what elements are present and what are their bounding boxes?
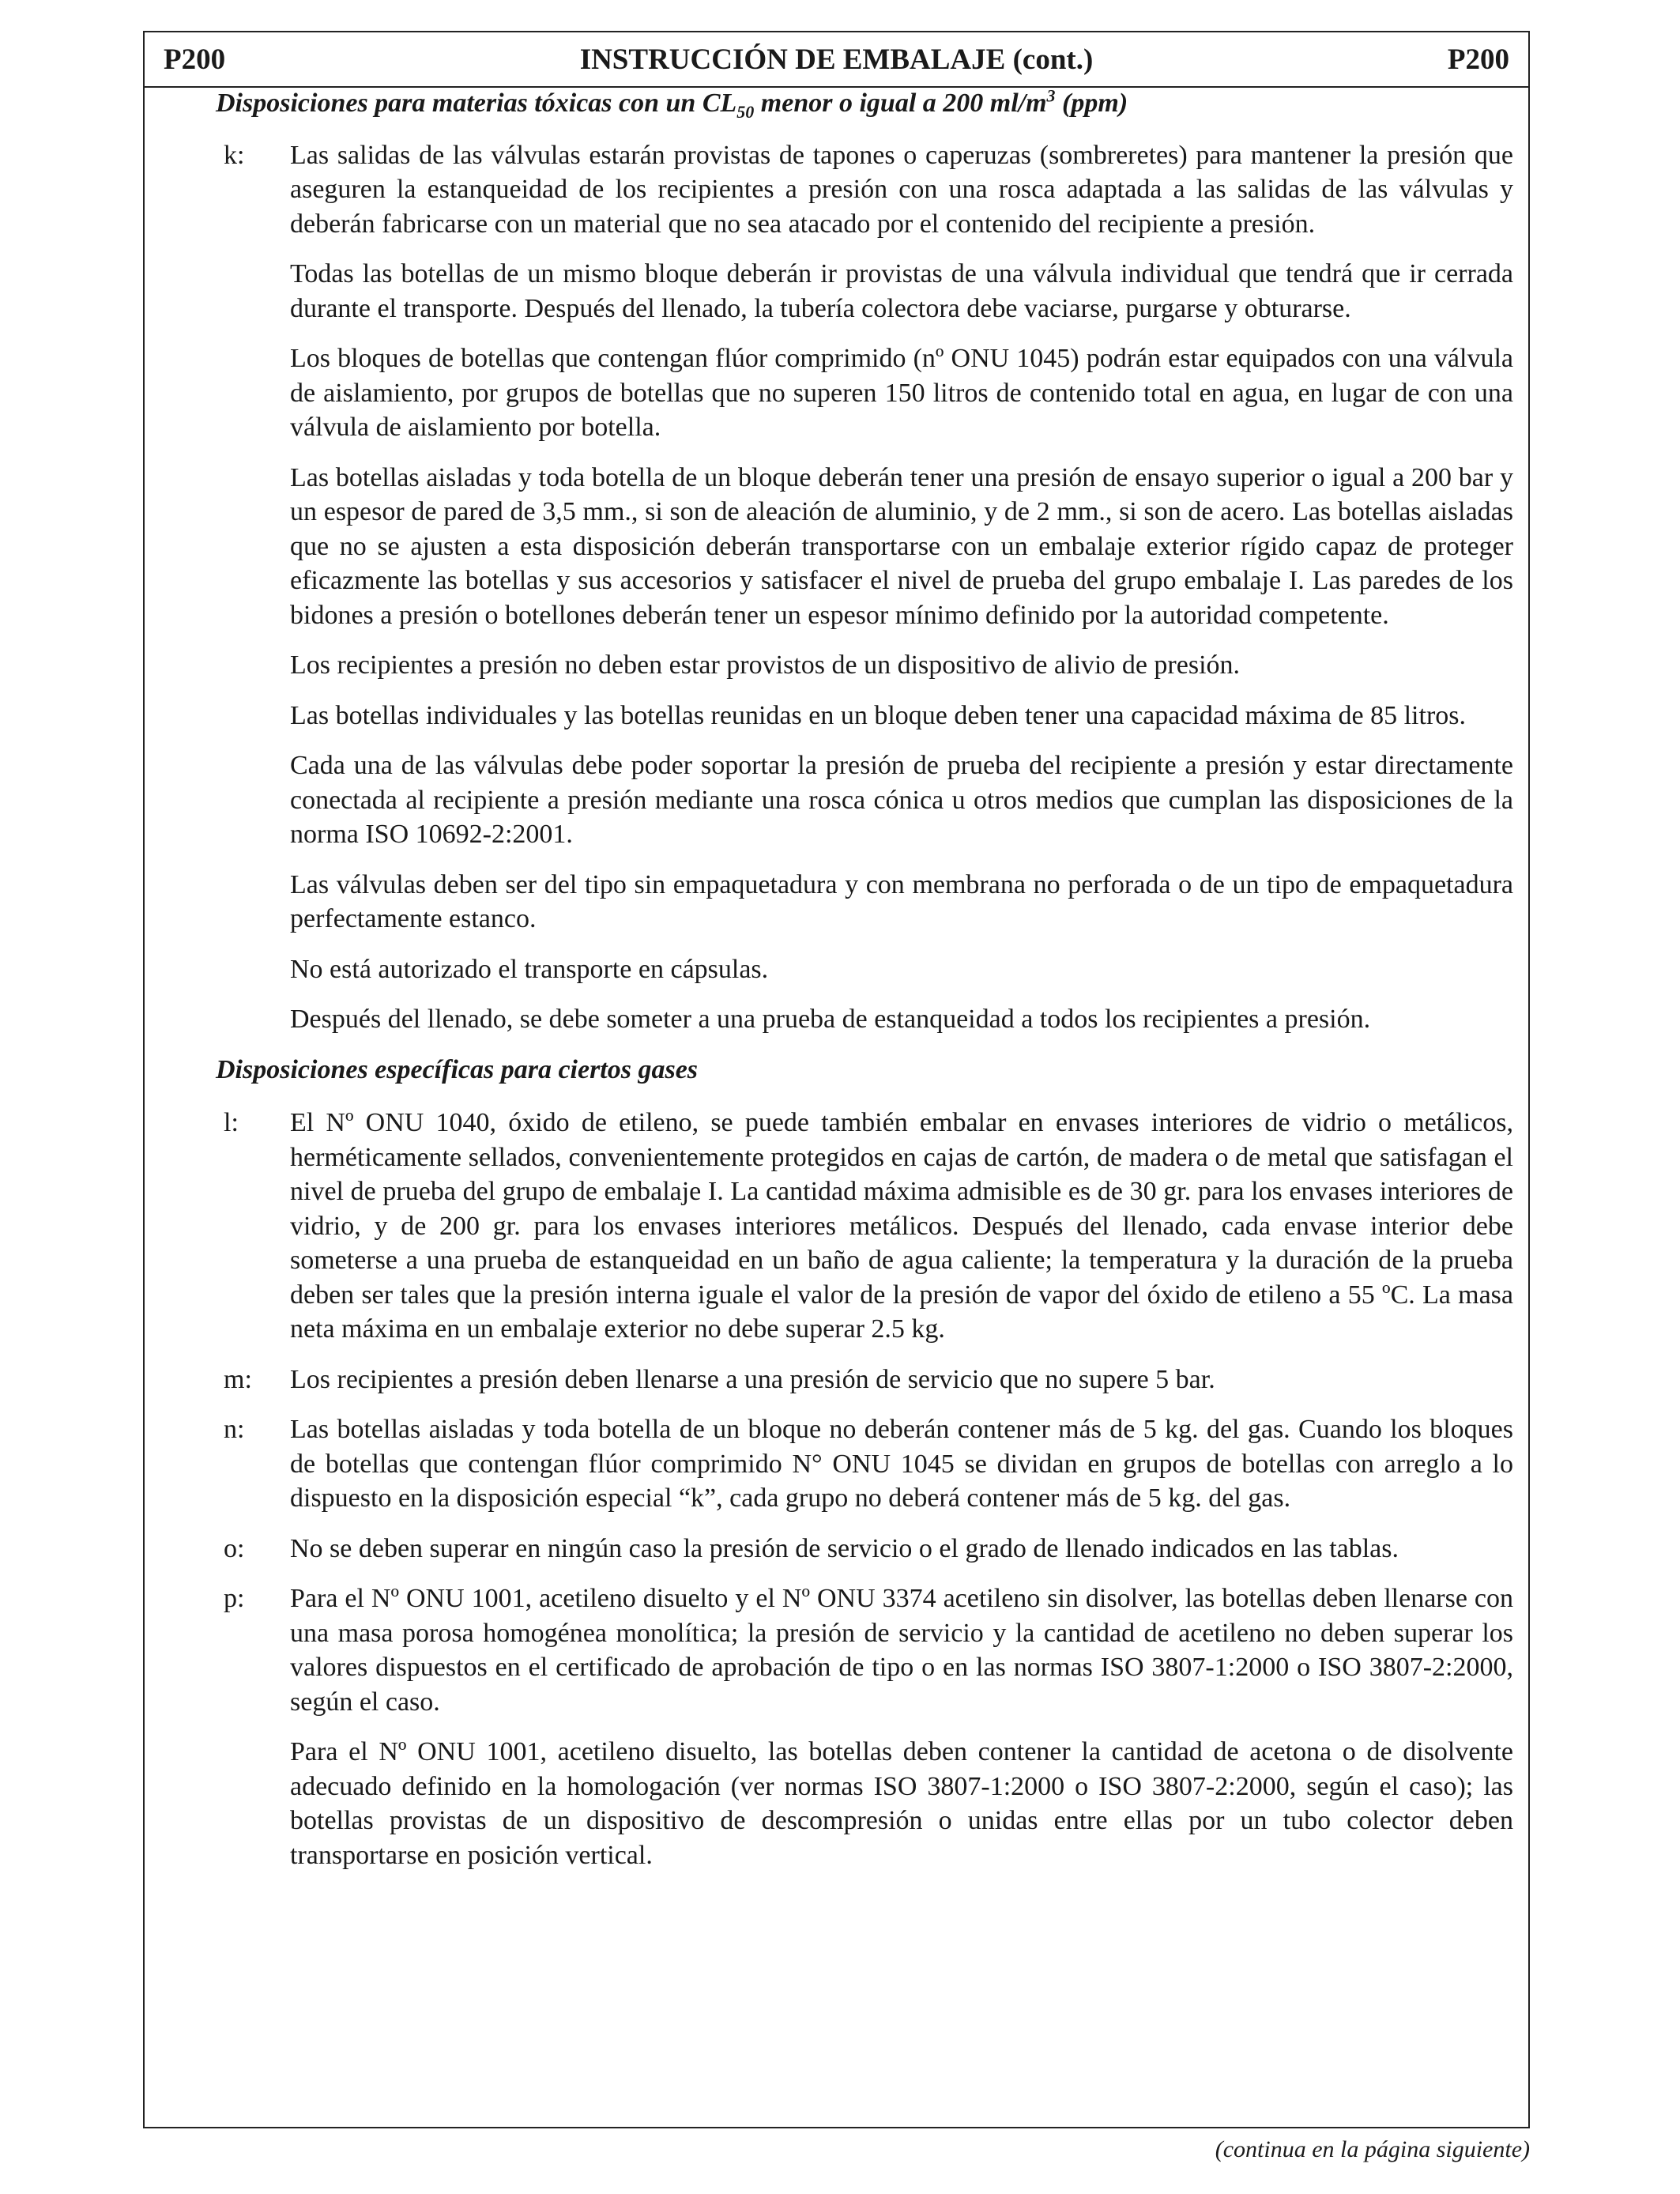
provision-k (145, 138, 1528, 1037)
provision-label: l: (224, 1108, 239, 1137)
section-title-superscript: 3 (1046, 85, 1056, 106)
provision-label: p: (224, 1584, 245, 1613)
provision-paragraph: Para el Nº ONU 1001, acetileno disuelto, las botellas deben contener la cantidad de acetona o de disolvente adecuado definido en la homologación (ver normas ISO 3807-1:2000 o ISO 3807-2:2000, según el caso); las botellas provistas de un dispositivo de descompresión o unidas entre ellas por un tubo colector deben transportarse en posición vertical. (290, 1737, 1513, 1870)
provision-paragraph: Las botellas aisladas y toda botella de un bloque no deberán contener más de 5 kg. del gas. Cuando los bloques de botellas que contengan flúor comprimido N° ONU 1045 se dividan en grupos de botellas con arreglo a lo dispuesto en la disposición especial “k”, cada grupo no deberá contener más de 5 kg. del gas. (290, 1415, 1513, 1513)
provision-paragraph: El Nº ONU 1040, óxido de etileno, se puede también embalar en envases interiores de vidrio o metálicos, herméticamente sellados, convenientemente protegidos en cajas de cartón, de madera o de metal que satisfagan el nivel de prueba del grupo de embalaje I. La cantidad máxima admisible es de 30 gr. para los envases interiores de vidrio, y de 200 gr. para los envases interiores metálicos. Después del llenado, cada envase interior debe someterse a una prueba de estanqueidad en un baño de agua caliente; la temperatura y la duración de la prueba deben ser tales que la presión interna iguale el valor de la presión de vapor del óxido de etileno a 55 ºC. La masa neta máxima en un embalaje exterior no debe superar 2.5 kg. (290, 1108, 1513, 1344)
provision-paragraph: Las válvulas deben ser del tipo sin empaquetadura y con membrana no perforada o de un tipo de empaquetadura perfectamente estanco. (290, 869, 1513, 933)
instruction-code-right: P200 (1447, 43, 1509, 76)
provision-l (145, 1106, 1528, 1347)
provision-n (145, 1412, 1528, 1516)
continued-note: (continua en la página siguiente) (1215, 2136, 1530, 2162)
provision-paragraph: Los recipientes a presión no deben estar provistos de un dispositivo de alivio de presión. (290, 650, 1241, 680)
provision-paragraph: Los recipientes a presión deben llenarse a una presión de servicio que no supere 5 bar. (290, 1364, 1215, 1394)
provision-o (145, 1532, 1528, 1566)
provision-paragraph: No está autorizado el transporte en cápsulas. (290, 954, 769, 984)
section-title-middle: menor o igual a 200 ml/m (754, 89, 1047, 118)
table-header (145, 32, 1528, 88)
instruction-code-left: P200 (164, 43, 226, 76)
provision-paragraph: Las botellas aisladas y toda botella de un bloque deberán tener una presión de ensayo superior o igual a 200 bar y un espesor de pared de 3,5 mm., si son de aleación de aluminio, y de 2 mm., si son de acero. Las botellas aisladas que no se ajusten a esta disposición deberán transportarse con un embalaje exterior rígido capaz de proteger eficazmente las botellas y sus accesorios y satisfacer el nivel de prueba del grupo embalaje I. Las paredes de los bidones a presión o botellones deberán tener un espesor mínimo definido por la autoridad competente. (290, 462, 1513, 630)
provision-m (145, 1363, 1528, 1397)
instruction-table (143, 31, 1530, 2128)
section-title-prefix: Disposiciones para materias tóxicas con un CL (216, 89, 737, 118)
provision-paragraph: Para el Nº ONU 1001, acetileno disuelto y el Nº ONU 3374 acetileno sin disolver, las botellas deben llenarse con una masa porosa homogénea monolítica; la presión de servicio y la cantidad de acetileno no deben superar los valores dispuestos en el certificado de aprobación de tipo o en las normas ISO 3807-1:2000 o ISO 3807-2:2000, según el caso. (290, 1584, 1513, 1717)
provision-paragraph: Cada una de las válvulas debe poder soportar la presión de prueba del recipiente a presión y estar directamente conectada al recipiente a presión mediante una rosca cónica u otros medios que cumplan las disposiciones de la norma ISO 10692-2:2001. (290, 751, 1513, 849)
page-title: INSTRUCCIÓN DE EMBALAJE (cont.) (579, 43, 1094, 76)
provision-label: o: (224, 1533, 245, 1563)
section-title-gases: Disposiciones específicas para ciertos gases (216, 1054, 699, 1084)
provision-paragraph: Después del llenado, se debe someter a una prueba de estanqueidad a todos los recipientes a presión. (290, 1005, 1371, 1034)
provision-label: m: (224, 1364, 252, 1394)
section-title-toxic (216, 86, 1528, 121)
provision-paragraph: No se deben superar en ningún caso la presión de servicio o el grado de llenado indicados en las tablas. (290, 1533, 1399, 1563)
provision-paragraph: Los bloques de botellas que contengan flúor comprimido (nº ONU 1045) podrán estar equipados con una válvula de aislamiento, por grupos de botellas que no superen 150 litros de contenido total en agua, en lugar de con una válvula de aislamiento por botella. (290, 344, 1513, 442)
provision-paragraph: Las botellas individuales y las botellas reunidas en un bloque deben tener una capacidad máxima de 85 litros. (290, 700, 1466, 730)
provision-paragraph: Las salidas de las válvulas estarán provistas de tapones o caperuzas (sombreretes) para mantener la presión que aseguren la estanqueidad de los recipientes a presión con una rosca adaptada a las salidas de las válvulas y deberán fabricarse con un material que no sea atacado por el contenido del recipiente a presión. (290, 140, 1513, 239)
provision-p (145, 1581, 1528, 1872)
table-body (145, 85, 1528, 1888)
provision-paragraph: Todas las botellas de un mismo bloque deberán ir provistas de una válvula individual que tendrá que ir cerrada durante el transporte. Después del llenado, la tubería colectora debe vaciarse, purgarse y obturarse. (290, 259, 1513, 323)
section-title-subscript: 50 (736, 101, 755, 122)
provision-label: k: (224, 140, 245, 170)
provision-label: n: (224, 1415, 245, 1444)
section-title-suffix: (ppm) (1055, 89, 1128, 118)
